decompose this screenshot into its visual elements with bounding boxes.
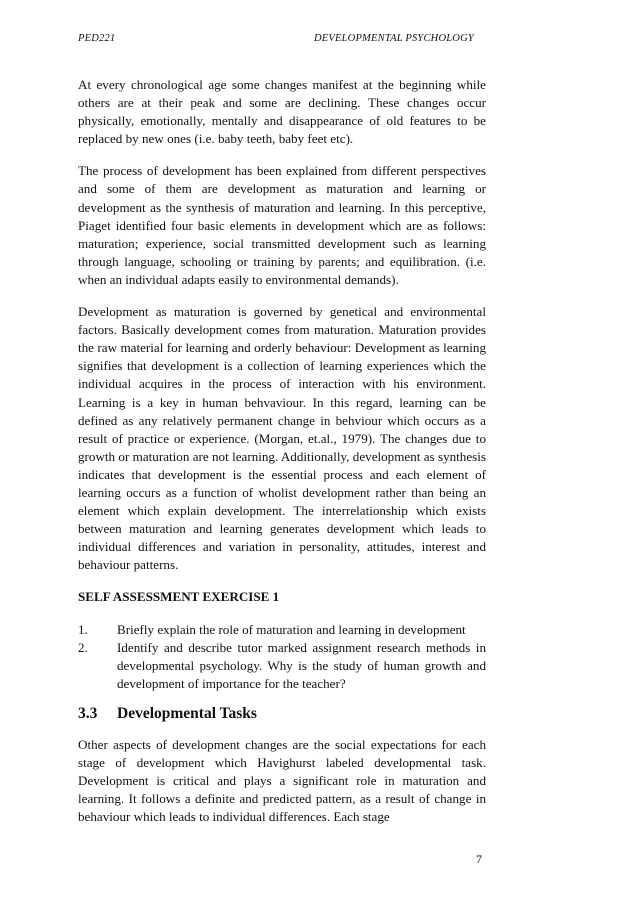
exercise-item [78, 621, 486, 639]
section-heading [78, 705, 486, 723]
course-code: PED221 [78, 33, 116, 44]
section-paragraph: Other aspects of development changes are the social expectations for each stage of development which Havighurst labeled developmental task. Development is critical and plays a significant role in maturation and learning. It follows a definite and predicted pattern, as a result of change in behaviour which leads to individual differences. Each stage [78, 737, 486, 825]
section-title: Developmental Tasks [117, 704, 257, 722]
exercise-list [78, 621, 486, 693]
section-number: 3.3 [78, 704, 98, 722]
exercise-item-text: Briefly explain the role of maturation and learning in development [117, 621, 466, 637]
course-title: DEVELOPMENTAL PSYCHOLOGY [314, 33, 474, 44]
paragraph-3: Development as maturation is governed by genetical and environmental factors. Basically development comes from maturation. Maturation provides the raw material for learning and orderly behaviour: Development as learning signifies that development is a collection of learning experiences which the individual acquires in the process of interaction with his environment. Learning is a key in human behvaviour. In this regard, learning can be defined as any relatively permanent change in behviour which occurs as a result of practice or experience. (Morgan, et.al., 1979). The changes due to growth or maturation are not learning. Additionally, development as synthesis indicates that development is the essential process and each element of learning occurs as a function of wholist development rather than being an element which explain development. The interrelationship which exists between maturation and learning generates development which leads to individual differences and variation in personality, attitudes, interest and behaviour patterns. [78, 304, 486, 573]
paragraph-1: At every chronological age some changes manifest at the beginning while others are at their peak and some are declining. These changes occur physically, emotionally, mentally and disappearance of old features to be replaced by new ones (i.e. baby teeth, baby feet etc). [78, 77, 486, 147]
exercise-item-text: Identify and describe tutor marked assignment research methods in developmental psychology. Why is the study of human growth and development of importance for the teacher? [117, 639, 486, 691]
page-body [78, 76, 486, 840]
paragraph-2: The process of development has been explained from different perspectives and some of them are development as maturation and learning or development as the synthesis of maturation and learning. In this perceptive, Piaget identified four basic elements in development which are as follows: maturation; experience, social transmitted development such as learning through language, schooling or training by parents; and equilibration. (i.e. when an individual adapts easily to environmental demands). [78, 163, 486, 287]
exercise-item-number: 2. [78, 639, 88, 655]
exercise-item [78, 639, 486, 693]
exercise-heading: SELF ASSESSMENT EXERCISE 1 [78, 589, 280, 605]
page-number: 7 [476, 852, 482, 866]
exercise-item-number: 1. [78, 621, 88, 637]
